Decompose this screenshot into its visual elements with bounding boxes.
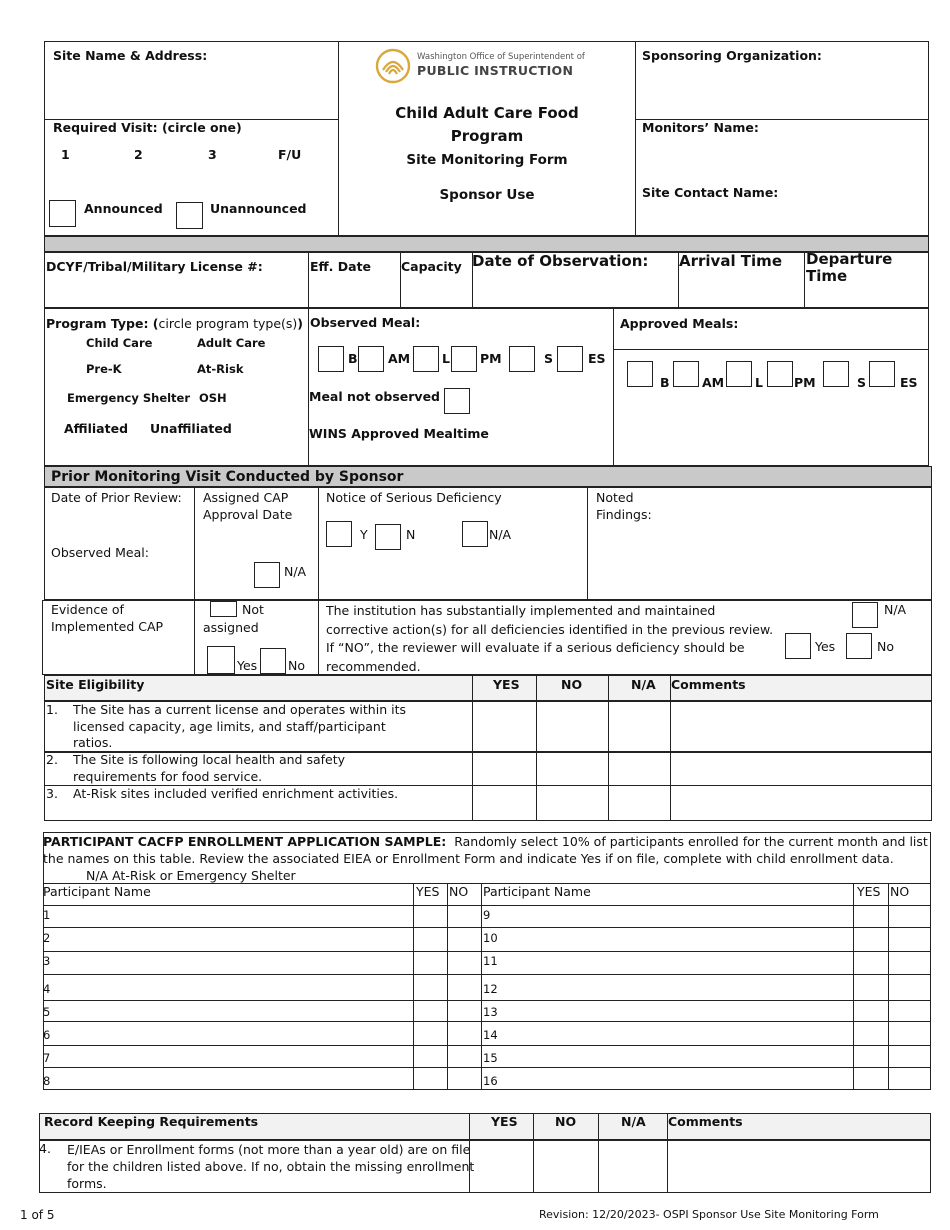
institution-yes-checkbox[interactable] <box>785 633 811 659</box>
approved-es-label: ES <box>900 375 918 390</box>
eligibility-num-1: 1. <box>46 702 58 717</box>
notice-deficiency-label: Notice of Serious Deficiency <box>326 490 502 505</box>
enroll-row-3[interactable]: 3 <box>43 954 51 968</box>
visit-option-1[interactable]: 1 <box>61 147 70 162</box>
approved-s-checkbox[interactable] <box>823 361 849 387</box>
eligibility-header-row <box>44 675 932 701</box>
observed-meal-label: Observed Meal: <box>310 315 421 330</box>
evidence-yes-checkbox[interactable] <box>207 646 235 674</box>
observed-l-checkbox[interactable] <box>413 346 439 372</box>
program-affiliated[interactable]: Affiliated <box>64 421 129 436</box>
program-type-label: Program Type: (circle program type(s)) <box>46 316 303 331</box>
visit-option-3[interactable]: 3 <box>208 147 217 162</box>
notice-na-checkbox[interactable] <box>462 521 488 547</box>
eligibility-col-no: NO <box>561 677 583 692</box>
not-label: Not <box>242 602 264 617</box>
approved-pm-checkbox[interactable] <box>767 361 793 387</box>
notice-n-label: N <box>406 527 416 542</box>
site-eligibility-title: Site Eligibility <box>46 677 145 692</box>
prior-monitoring-title: Prior Monitoring Visit Conducted by Sponsor <box>51 469 404 485</box>
program-pre-k[interactable]: Pre-K <box>86 362 122 376</box>
visit-option-2[interactable]: 2 <box>134 147 143 162</box>
enroll-row-5[interactable]: 5 <box>43 1005 51 1019</box>
arrival-time-label: Arrival Time <box>679 252 782 270</box>
institution-no-checkbox[interactable] <box>846 633 872 659</box>
records-num-4: 4. <box>39 1141 51 1156</box>
program-unaffiliated[interactable]: Unaffiliated <box>150 421 232 436</box>
observed-b-label: B <box>348 351 358 366</box>
evidence-yes-label: Yes <box>237 658 258 673</box>
meal-not-observed-label: Meal not observed <box>309 389 440 404</box>
enroll-row-14[interactable]: 14 <box>483 1028 498 1042</box>
notice-na-label: N/A <box>489 527 512 542</box>
cap-approval-label: Assigned CAP Approval Date <box>203 490 293 522</box>
page-number: 1 of 5 <box>20 1208 55 1222</box>
revision-note: Revision: 12/20/2023- OSPI Sponsor Use Site Monitoring Form <box>539 1208 879 1221</box>
observed-pm-checkbox[interactable] <box>451 346 477 372</box>
observed-b-checkbox[interactable] <box>318 346 344 372</box>
date-prior-review-label: Date of Prior Review: <box>51 490 182 505</box>
enroll-row-9[interactable]: 9 <box>483 908 491 922</box>
logo-line-2: PUBLIC INSTRUCTION <box>417 63 574 78</box>
observed-l-label: L <box>442 351 450 366</box>
unannounced-checkbox[interactable] <box>176 202 203 229</box>
records-col-yes: YES <box>491 1114 518 1129</box>
enroll-col-no-right: NO <box>890 884 910 899</box>
announced-checkbox[interactable] <box>49 200 76 227</box>
observed-pm-label: PM <box>480 351 502 366</box>
records-col-no: NO <box>555 1114 577 1129</box>
eligibility-item-2: The Site is following local health and safety requirements for food service. <box>73 752 346 784</box>
enroll-row-6[interactable]: 6 <box>43 1028 51 1042</box>
eligibility-item-3: At-Risk sites included verified enrichment activities. <box>73 786 399 801</box>
approved-s-label: S <box>857 375 867 390</box>
wins-mealtime-label: WINS Approved Mealtime <box>309 426 489 441</box>
ospi-logo-icon <box>375 48 411 84</box>
notice-n-checkbox[interactable] <box>375 524 401 550</box>
form-subtitle: Site Monitoring Form <box>406 152 568 168</box>
eligibility-col-comments: Comments <box>671 677 746 692</box>
approved-am-checkbox[interactable] <box>673 361 699 387</box>
noted-findings-label: Noted Findings: <box>596 490 652 522</box>
not-assigned-checkbox[interactable] <box>210 601 237 617</box>
enroll-row-11[interactable]: 11 <box>483 954 498 968</box>
records-item-4: E/IEAs or Enrollment forms (not more than a year old) are on file for the children listed above. If no, obtain the missing enrollment forms. <box>67 1142 475 1191</box>
cap-na-checkbox[interactable] <box>254 562 280 588</box>
observed-s-label: S <box>544 351 554 366</box>
eligibility-col-na: N/A <box>631 677 656 692</box>
records-col-comments: Comments <box>668 1114 743 1129</box>
enroll-row-10[interactable]: 10 <box>483 931 498 945</box>
observed-am-checkbox[interactable] <box>358 346 384 372</box>
notice-y-label: Y <box>360 527 368 542</box>
notice-y-checkbox[interactable] <box>326 521 352 547</box>
institution-yes-label: Yes <box>815 639 836 654</box>
logo-line-1: Washington Office of Superintendent of <box>417 52 585 62</box>
approved-l-checkbox[interactable] <box>726 361 752 387</box>
institution-no-label: No <box>877 639 894 654</box>
approved-b-label: B <box>660 375 670 390</box>
monitors-name-label: Monitors’ Name: <box>642 120 759 135</box>
title-line-2: Program <box>450 126 524 145</box>
visit-option-fu[interactable]: F/U <box>278 147 302 162</box>
program-child-care[interactable]: Child Care <box>86 336 153 350</box>
institution-na-label: N/A <box>884 602 907 617</box>
site-contact-label: Site Contact Name: <box>642 185 779 200</box>
eligibility-num-3: 3. <box>46 786 58 801</box>
enroll-col-yes-right: YES <box>857 884 881 899</box>
program-at-risk[interactable]: At-Risk <box>197 362 244 376</box>
departure-time-label: Departure Time <box>806 250 893 286</box>
program-emergency-shelter[interactable]: Emergency Shelter <box>67 391 191 405</box>
sponsor-use-label: Sponsor Use <box>439 187 535 203</box>
approved-l-label: L <box>755 375 763 390</box>
enroll-row-15[interactable]: 15 <box>483 1051 498 1065</box>
enroll-row-7[interactable]: 7 <box>43 1051 51 1065</box>
observed-s-checkbox[interactable] <box>509 346 535 372</box>
approved-pm-label: PM <box>794 375 816 390</box>
enrollment-instructions: PARTICIPANT CACFP ENROLLMENT APPLICATION SAMPLE: Randomly select 10% of participants enrolled for the current month and list the names on this table. Review the associated EIEA or Enrollment Form and indicate Yes if on file, complete with child enrollment data. N/A At-Risk or Emergency Shelter <box>43 834 928 883</box>
enroll-row-4[interactable]: 4 <box>43 982 51 996</box>
assigned-label: assigned <box>203 620 259 635</box>
evidence-no-label: No <box>288 658 305 673</box>
evidence-cap-label: Evidence of Implemented CAP <box>51 602 164 634</box>
approved-am-label: AM <box>702 375 725 390</box>
enroll-row-1[interactable]: 1 <box>43 908 51 922</box>
approved-meals-label: Approved Meals: <box>620 316 739 331</box>
eff-date-label: Eff. Date <box>310 259 372 274</box>
institution-statement: The institution has substantially implemented and maintained corrective action(s) for all deficiencies identified in the previous review. If “NO”, the reviewer will evaluate if a serious deficiency should be recommended. <box>326 603 774 674</box>
approved-es-checkbox[interactable] <box>869 361 895 387</box>
capacity-label: Capacity <box>401 259 462 274</box>
announced-label: Announced <box>84 201 163 216</box>
enroll-row-16[interactable]: 16 <box>483 1074 498 1088</box>
program-osh[interactable]: OSH <box>199 391 227 405</box>
eligibility-item-1: The Site has a current license and operates within its licensed capacity, age limits, and staff/participant ratios. <box>73 702 406 750</box>
title-line-1: Child Adult Care Food <box>395 104 579 122</box>
enroll-col-name-right: Participant Name <box>483 884 591 899</box>
enroll-row-13[interactable]: 13 <box>483 1005 498 1019</box>
eligibility-col-yes: YES <box>493 677 520 692</box>
required-visit-label: Required Visit: (circle one) <box>53 120 242 135</box>
records-col-na: N/A <box>621 1114 646 1129</box>
prior-observed-meal-label: Observed Meal: <box>51 545 149 560</box>
license-label: DCYF/Tribal/Military License #: <box>46 259 263 274</box>
meal-not-observed-checkbox[interactable] <box>444 388 470 414</box>
enroll-col-yes-left: YES <box>416 884 440 899</box>
enroll-row-2[interactable]: 2 <box>43 931 51 945</box>
date-of-observation-label: Date of Observation: <box>472 252 649 270</box>
evidence-no-checkbox[interactable] <box>260 648 286 674</box>
enroll-row-12[interactable]: 12 <box>483 982 498 996</box>
enroll-col-name-left: Participant Name <box>43 884 151 899</box>
records-title: Record Keeping Requirements <box>44 1114 259 1129</box>
eligibility-num-2: 2. <box>46 752 58 767</box>
form-title <box>339 102 635 147</box>
cap-na-label: N/A <box>284 564 307 579</box>
approved-b-checkbox[interactable] <box>627 361 653 387</box>
program-adult-care[interactable]: Adult Care <box>197 336 266 350</box>
observed-es-checkbox[interactable] <box>557 346 583 372</box>
grey-divider <box>44 236 929 252</box>
unannounced-label: Unannounced <box>210 201 307 216</box>
institution-na-checkbox[interactable] <box>852 602 878 628</box>
site-name-label: Site Name & Address: <box>53 48 208 63</box>
enroll-row-8[interactable]: 8 <box>43 1074 51 1088</box>
sponsoring-org-label: Sponsoring Organization: <box>642 48 822 63</box>
observed-es-label: ES <box>588 351 606 366</box>
observed-am-label: AM <box>388 351 411 366</box>
enroll-col-no-left: NO <box>449 884 469 899</box>
